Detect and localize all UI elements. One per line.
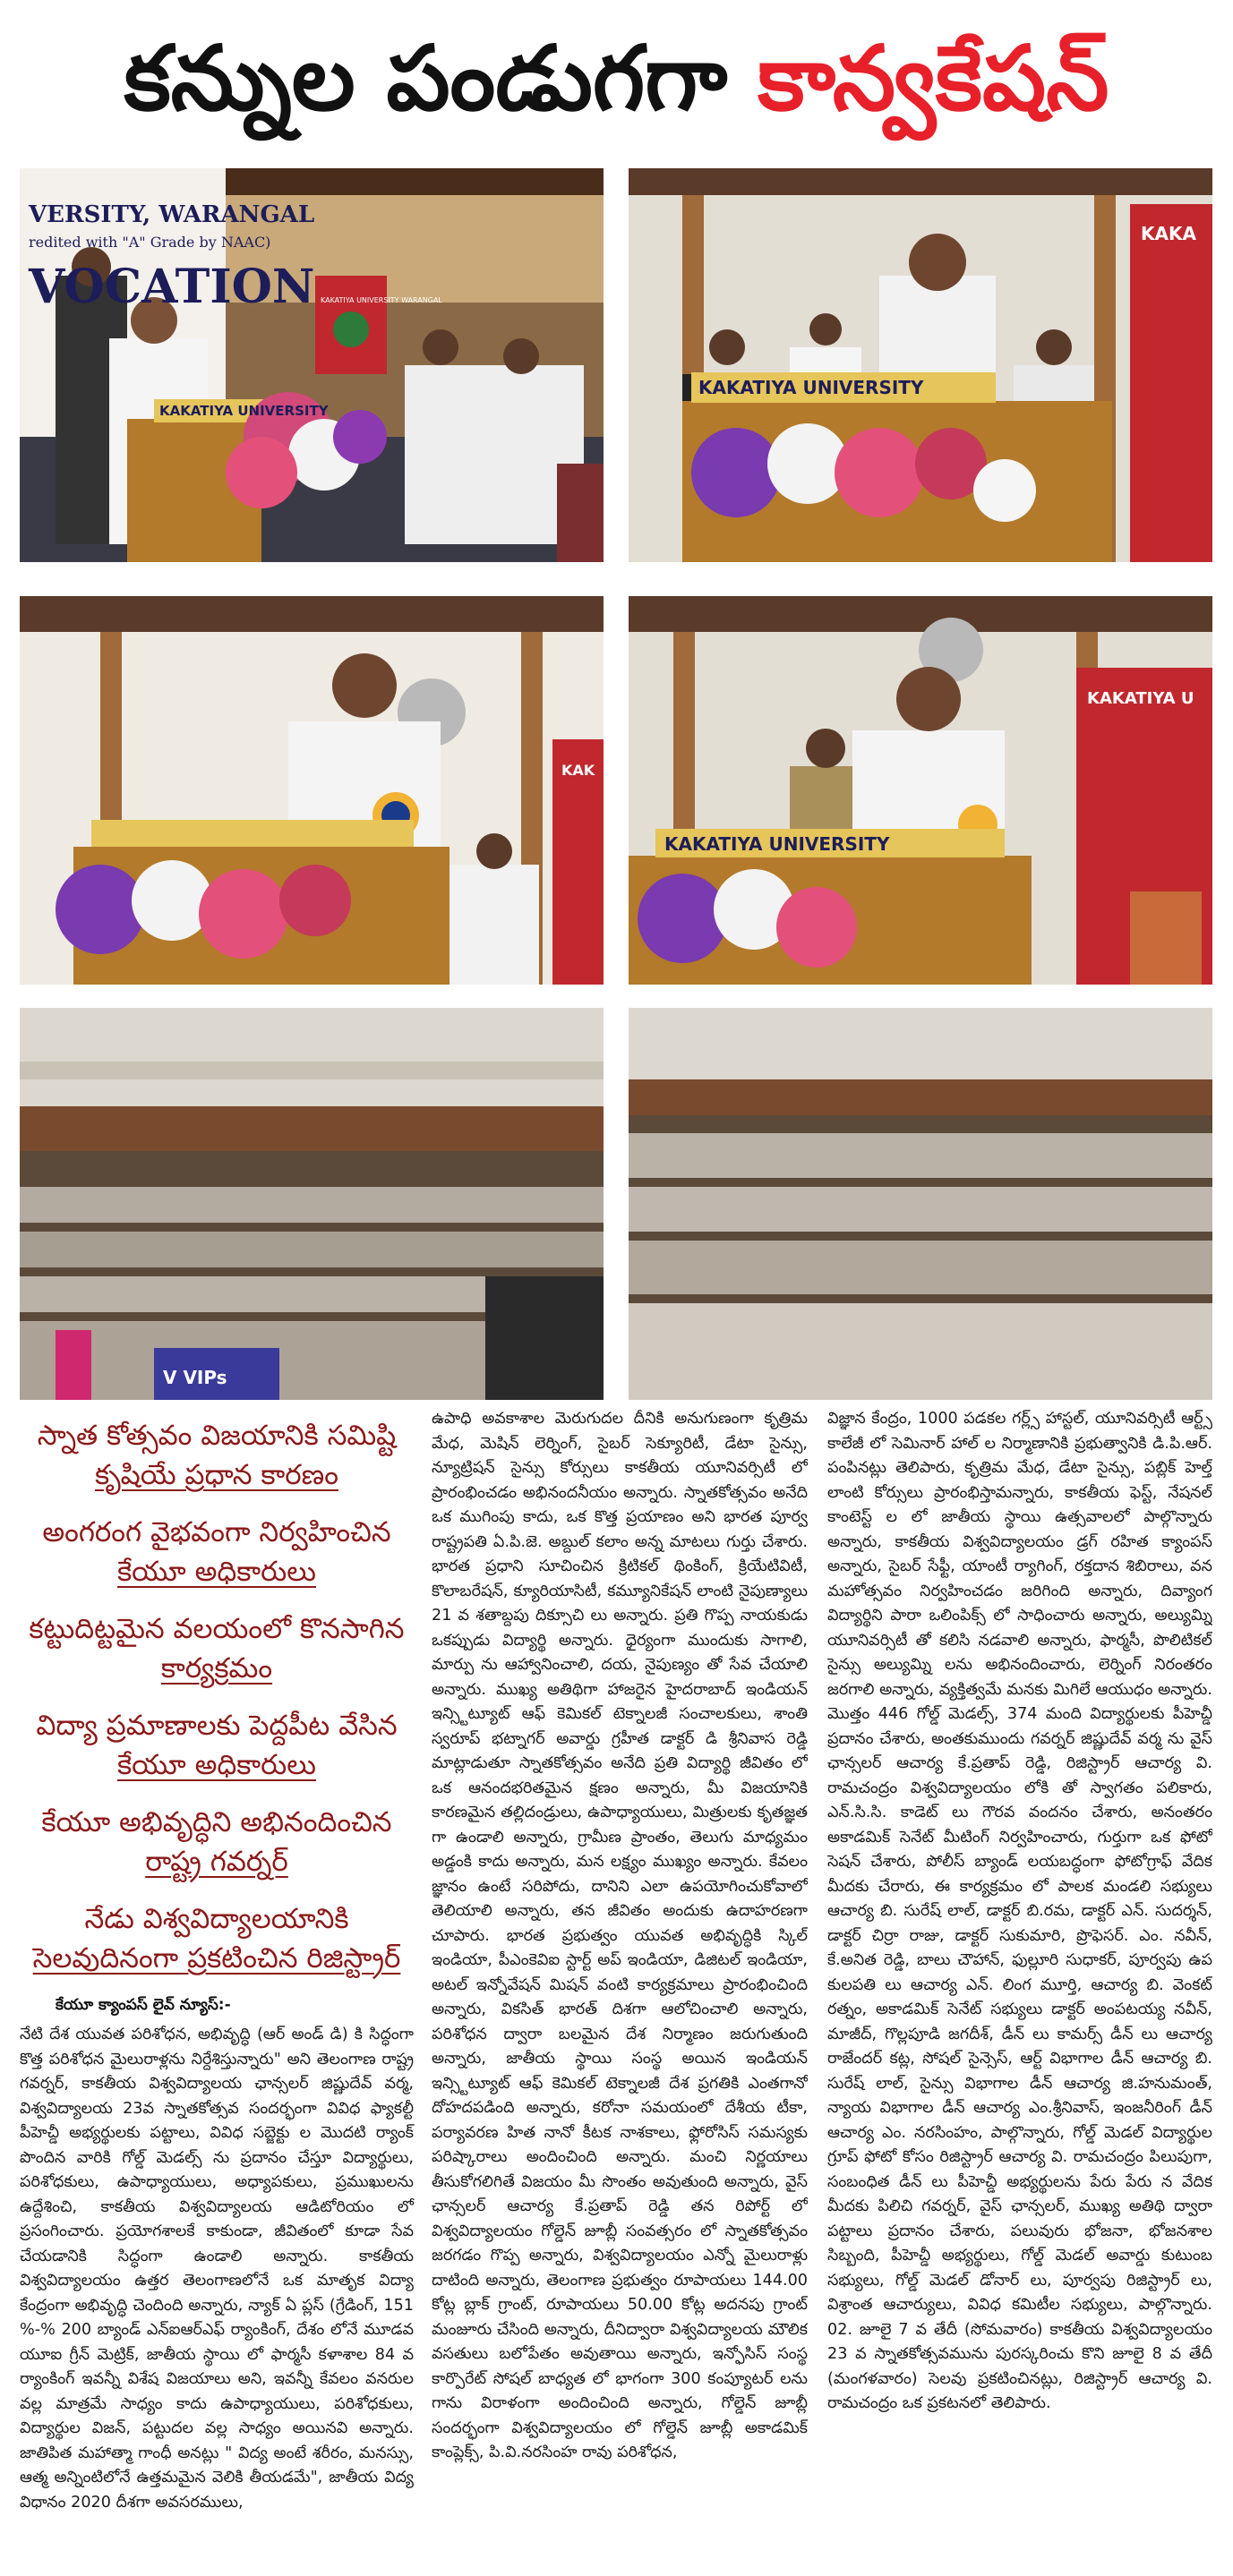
podium-label: KAKATIYA UNIVERSITY <box>159 403 329 419</box>
headline-part-red: కాన్వకేషన్ <box>758 25 1109 131</box>
subheading-line: సెలవుదినంగా ప్రకటించిన రిజిస్ట్రార్ <box>32 1942 401 1975</box>
subheading <box>20 1899 414 1978</box>
side-banner-label: KAK <box>561 762 595 779</box>
podium-label: KAKATIYA UNIVERSITY <box>698 377 924 398</box>
subheading <box>20 1416 414 1495</box>
banner-accreditation-text: redited with "A" Grade by NAAC) <box>29 234 271 251</box>
photo-governor-speech <box>20 168 604 562</box>
left-column <box>20 1416 414 2571</box>
article-paragraph: ఉపాధి అవకాశాల మెరుగుదల దీనికి అనుగుణంగా కృత్రిమ మేధ, మెషిన్ లెర్నింగ్, సైబర్ సెక్యూరిటీ, డేటా సైన్సు, న్యూట్రిషన్ సైన్సు కోర్సులు కాకతీయ యూనివర్సిటీ లో ప్రారంభించడం అభినందనీయం అన్నారు. స్నాతకోత్సవం అనేది ఒక ముగింపు కాదు, ఒక కొత్త ప్రయాణం అని భారత పూర్వ రాష్ట్రపతి ఏ.పి.జె. అబ్దుల్ కలాం అన్న మాటలు గుర్తు చేశారు. భారత ప్రధాని సూచించిన క్రిటికల్ థింకింగ్, క్రియేటివిటీ, కొలాబరేషన్, క్యూరియాసిటీ, కమ్యూనికేషన్ లాంటి నైపుణ్యాలు 21 వ శతాబ్దపు దిక్సూచి లు అన్నారు. ప్రతి గొప్ప నాయకుడు ఒకప్పుడు విద్యార్థి అన్నారు. ధైర్యంగా ముందుకు సాగాలి, మార్పు ను ఆహ్వానించాలి, దయ, నైపుణ్యం తో సేవ చేయాలి అన్నారు. ముఖ్య అతిథిగా హాజరైన హైదరాబాద్ ఇండియన్ ఇన్స్టిట్యూట్ ఆఫ్ కెమికల్ టెక్నాలజీ సంచాలకులు, శాంతి స్వరూప్ భట్నాగర్ అవార్డు గ్రహీత డాక్టర్ డి శ్రీనివాస రెడ్డి మాట్లాడుతూ స్నాతకోత్సవం అనేది ప్రతి విద్యార్థి జీవితం లో ఒక ఆనందభరితమైన క్షణం అన్నారు, మీ విజయానికి కారణమైన తల్లిదండ్రులు, ఉపాధ్యాయులు, మిత్రులకు కృతజ్ఞత గా ఉండాలి అన్నారు, గ్రామీణ ప్రాంతం, తెలుగు మాధ్యమం అడ్డంకి కాదు అన్నారు, మన లక్ష్యం ముఖ్యం అన్నారు. కేవలం జ్ఞానం ఉంటే సరిపోదు, దానిని ఎలా ఉపయోగించుకోవాలో తెలియాలి అన్నారు, తన జీవితం అందుకు ఉదాహరణగా చూపారు. భారత ప్రభుత్వం యువత అభివృద్ధికి స్కిల్ ఇండియా, పీఎంకెవిఐ స్టార్ట్ అప్ ఇండియా, డిజిటల్ ఇండియా, అటల్ ఇన్నోవేషన్ మిషన్ వంటి కార్యక్రమాలు ప్రారంభించింది అన్నారు, వికసిత్ భారత్ దిశగా ఆలోచించాలి అన్నారు, పరిశోధన ద్వారా బలమైన దేశ నిర్మాణం జరుగుతుంది అన్నారు, జాతీయ స్థాయి సంస్థ అయిన ఇండియన్ ఇన్స్టిట్యూట్ ఆఫ్ కెమికల్ టెక్నాలజీ దేశ ప్రగతికి ఎంతగానో దోహదపడింది అన్నారు, కరోనా సమయంలో దేశీయ టీకా, పర్యావరణ హిత నానో కీటక నాశకాలు, ఫ్లోరోసిస్ సమస్యకు పరిష్కారాలు అందించింది అన్నారు. మంచి నిర్ణయాలు తీసుకోగలిగితే విజయం మీ సొంతం అవుతుంది అన్నారు, వైస్ ఛాన్సలర్ ఆచార్య కే.ప్రతాప్ రెడ్డి తన రిపోర్ట్ లో విశ్వవిద్యాలయం గోల్డెన్ జూబ్లీ సంవత్సరం లో స్నాతకోత్సవం జరగడం గొప్ప అన్నారు, విశ్వవిద్యాలయం ఎన్నో మైలురాళ్లు దాటింది అన్నారు, తెలంగాణ ప్రభుత్వం రూపాయలు 144.00 కోట్ల బ్లాక్ గ్రాంట్, రూపాయలు 50.00 కోట్ల అదనపు గ్రాంట్ మంజూరు చేసింది అన్నారు, దీనిద్వారా విశ్వవిద్యాలయ మౌలిక వసతులు బలోపేతం అవుతాయి అన్నారు, ఇన్ఫోసిస్ సంస్థ కార్పొరేట్ సోషల్ బాధ్యత లో భాగంగా 300 కంప్యూటర్ లను గాను విరాళంగా అందించింది అన్నారు, గోల్డెన్ జూబ్లీ సందర్భంగా విశ్వవిద్యాలయం లో గోల్డెన్ జూబ్లీ అకాడమిక్ కాంప్లెక్స్, పి.వి.నరసింహ రావు పరిశోధన, <box>432 1410 808 2461</box>
article-paragraph: విజ్ఞాన కేంద్రం, 1000 పడకల గర్ల్స్ హాస్టల్, యూనివర్సిటీ ఆర్ట్స్ కాలేజీ లో సెమినార్ హాల్ ల నిర్మాణానికి ప్రభుత్వానికి డి.పి.ఆర్. పంపినట్లు తెలిపారు, కృత్రిమ మేధ, డేటా సైన్సు, పబ్లిక్ హెల్త్ లాంటి కోర్సులు ప్రారంభిస్తామన్నారు, కాకతీయ ఫెస్ట్, నేషనల్ కాంటెస్ట్ ల లో జాతీయ స్థాయి ఉత్సవాలలో పాల్గొన్నారు అన్నారు, కాకతీయ విశ్వవిద్యాలయం డ్రగ్ రహిత క్యాంపస్ అన్నారు, సైబర్ సేఫ్టీ, యాంటీ ర్యాగింగ్, రక్తదాన శిబిరాలు, వన మహోత్సవం నిర్వహించడం జరిగింది అన్నారు, దివ్యాంగ విద్యార్థిని పారా ఒలింపిక్స్ లో సాధించారు అన్నారు, అల్యుమ్ని యూనివర్సిటీ తో కలిసి నడవాలి అన్నారు, ఫార్మసీ, పొలిటికల్ సైన్సు అల్యుమ్ని లను అభినందించారు, లెర్నింగ్ నిరంతరం జరగాలి అన్నారు, వ్యక్తిత్వమే మనకు మిగిలే ఆయుధం అన్నారు. మొత్తం 446 గోల్డ్ మెడల్స్, 374 మంది విద్యార్థులకు పీహెచ్డీ ప్రదానం చేశారు, అంతకుముందు గవర్నర్ జిష్ణుదేవ్ వర్మ ను వైస్ ఛాన్సలర్ ఆచార్య కే.ప్రతాప్ రెడ్డి, రిజిస్ట్రార్ ఆచార్య వి. రామచంద్రం విశ్వవిద్యాలయం లోకి తో స్వాగతం పలికారు, ఎన్.సి.సి. కాడెట్ లు గౌరవ వందనం చేశారు, అనంతరం అకాడమిక్ సెనేట్ మీటింగ్ నిర్వహించారు, గుర్తుగా ఒక ఫోటో సెషన్ చేశారు, పోలీస్ బ్యాండ్ లయబద్ధంగా ఫోటోగ్రాఫ్ వేదిక మీదకు చేరారు, ఈ కార్యక్రమం లో పాలక మండలి సభ్యులు ఆచార్య బి. సురేష్ లాల్, డాక్టర్ బి.రమ, డాక్టర్ ఎన్. సుదర్శన్, డాక్టర్ చిర్రా రాజు, డాక్టర్ సుకుమారి, ప్రొఫెసర్. ఎం. నవీన్, కే.అనిత రెడ్డి, బాలు చౌహాన్, ఫుల్లూరి సుధాకర్, పూర్వపు ఉప కులపతి లు ఆచార్య ఎన్. లింగ మూర్తి, ఆచార్య బి. వెంకట్ రత్నం, అకాడమిక్ సెనేట్ సభ్యులు డాక్టర్ అంపటయ్య నవీన్, మాజీద్, గొల్లపూడి జగదీశ్, డీన్ లు కామర్స్ డీన్ లు ఆచార్య రాజేందర్ కట్ల, సోషల్ సైన్సెస్, ఆర్ట్ విభాగాల డీన్ ఆచార్య బి. సురేష్ లాల్, సైన్సు విభాగాల డీన్ ఆచార్య జి.హనుమంత్, న్యాయ విభాగాల డీన్ ఆచార్య ఎం.శ్రీనివాస్, ఇంజనీరింగ్ డీన్ ఆచార్య ఎం. నరసింహం, పాల్గొన్నారు, గోల్డ్ మెడల్ విద్యార్థుల గ్రూప్ ఫోటో కోసం రిజిస్ట్రార్ ఆచార్య వి. రామచంద్రం పిలుపుగా, సంబంధిత డీన్ లు పీహెచ్డీ అభ్యర్థులను పేరు పేరు న వేదిక మీదకు పిలిచి గవర్నర్, వైస్ ఛాన్సలర్, ముఖ్య అతిథి ద్వారా పట్టాలు ప్రదానం చేశారు, పలువురు భోజనా, భోజనశాల సిబ్బంది, పీహెచ్డీ అభ్యర్థులు, గోల్డ్ మెడల్ అవార్డు కుటుంబ సభ్యులు, గోల్డ్ మెడల్ డోనార్ లు, పూర్వపు రిజిస్ట్రార్ లు, విశ్రాంత ఆచార్యులు, వివిధ కమిటీల సభ్యులు, పాల్గొన్నారు. 02. జూలై 7 వ తేదీ (సోమవారం) కాకతీయ విశ్వవిద్యాలయం 23 వ స్నాతకోత్సవమును పురస్కరించు కొని జూలై 8 వ తేదీ (మంగళవారం) సెలవు ప్రకటించినట్లు, రిజిస్ట్రార్ ఆచార్య వి. రామచంద్రం ఒక ప్రకటనలో తెలిపారు. <box>827 1410 1212 2412</box>
photo-speaker-four <box>629 596 1212 985</box>
photo-speaker-two <box>629 168 1212 562</box>
photo-audience-one <box>20 1008 604 1400</box>
subheading-line: స్నాత కోత్సవం విజయానికి సమిష్టి <box>37 1420 397 1452</box>
podium-label: KAKATIYA UNIVERSITY <box>664 833 890 855</box>
subheading-line: విద్యా ప్రమాణాలకు పెద్దపీట వేసిన <box>36 1710 398 1742</box>
subheading-line: రాష్ట్ర గవర్నర్ <box>145 1846 288 1878</box>
subheading-line: కేయూ అధికారులు <box>117 1556 316 1588</box>
headline <box>0 0 1233 157</box>
subheading <box>20 1609 414 1688</box>
article-column-middle <box>432 1407 808 2571</box>
side-banner-label: KAKATIYA U <box>1087 689 1194 708</box>
vip-sign: V VIPs <box>163 1367 227 1388</box>
subheading <box>20 1513 414 1591</box>
byline: కేయూ క్యాంపస్ లైవ్ న్యూస్:- <box>56 1996 231 2014</box>
article-paragraph: నేటి దేశ యువత పరిశోధన, అభివృద్ధి (ఆర్ అండ్ డి) కి సిద్ధంగా కొత్త పరిశోధన మైలురాళ్లను నిర్దేశిస్తున్నారు" అని తెలంగాణ రాష్ట్ర గవర్నర్, కాకతీయ విశ్వవిద్యాలయ ఛాన్సలర్ జిష్ణుదేవ్ వర్మ, విశ్వవిద్యాలయ 23వ స్నాతకోత్సవ సందర్భంగా వివిధ ఫ్యాకల్టీ పీహెచ్డీ అభ్యర్థులకు పట్టాలు, వివిధ సబ్జెక్టు ల మొదటి ర్యాంక్ పొందిన వారికి గోల్డ్ మెడల్స్ ను ప్రదానం చేస్తూ విద్యార్థులు, పరిశోధకులు, ఉపాధ్యాయులు, అధ్యాపకులు, ప్రముఖులను ఉద్దేశించి, కాకతీయ విశ్వవిద్యాలయ ఆడిటోరియం లో ప్రసంగించారు. ప్రయోగశాలకే కాకుండా, జీవితంలో కూడా సేవ చేయడానికి సిద్ధంగా ఉండాలి అన్నారు. కాకతీయ విశ్వవిద్యాలయం ఉత్తర తెలంగాణలోనే ఒక మాతృక విద్యా కేంద్రంగా అభివృద్ధి చెందింది అన్నారు, న్యాక్ ఏ ప్లస్ (గ్రేడింగ్, 151 %-% 200 బ్యాండ్ ఎన్ఐఆర్ఎఫ్ ర్యాంకింగ్, దేశం లోనే మూడవ యూఐ గ్రీన్ మెట్రిక్, జాతీయ స్థాయి లో ఫార్మసీ కళాశాల 84 వ ర్యాంకింగ్ ఇవన్నీ విశేష విజయాలు అని, ఇవన్నీ కేవలం వనరుల వల్ల మాత్రమే సాధ్యం కాదు ఉపాధ్యాయులు, పరిశోధకులు, విద్యార్థుల విజన్, పట్టుదల వల్ల సాధ్యం అయినవి అన్నారు. జాతిపిత మహాత్మా గాంధీ అనట్లు " విద్య అంటే శరీరం, మనస్సు, ఆత్మ అన్నింటిలోనే ఉత్తమమైన వెలికి తీయడమే", జాతీయ విద్య విధానం 2020 దీశగా అవసరములు, <box>20 2026 414 2512</box>
banner-convocation-text: VOCATION <box>29 260 315 314</box>
subheading-line: కేయూ అధికారులు <box>117 1749 316 1781</box>
photo-audience-two <box>629 1008 1212 1400</box>
subheading <box>20 1706 414 1785</box>
subheading-line: నేడు విశ్వవిద్యాలయానికి <box>84 1903 349 1935</box>
side-banner-label: KAKATIYA UNIVERSITY WARANGAL <box>321 296 442 304</box>
banner-university-text: VERSITY, WARANGAL <box>29 201 315 228</box>
subheading-line: కేయూ అభివృద్ధిని అభినందించిన <box>41 1806 392 1838</box>
photo-speaker-three <box>20 596 604 985</box>
subheading-line: కృషియే ప్రధాన కారణం <box>95 1459 338 1491</box>
subheading-line: కట్టుదిట్టమైన వలయంలో కొనసాగిన <box>29 1613 405 1645</box>
article-column-right <box>827 1407 1212 2571</box>
side-banner-label: KAKA <box>1141 223 1196 244</box>
headline-part-black: కన్నుల పండుగగా <box>124 25 728 131</box>
subheading-line: కార్యక్రమం <box>160 1652 273 1685</box>
subheading <box>20 1803 414 1881</box>
subheading-line: అంగరంగ వైభవంగా నిర్వహించిన <box>42 1516 391 1548</box>
